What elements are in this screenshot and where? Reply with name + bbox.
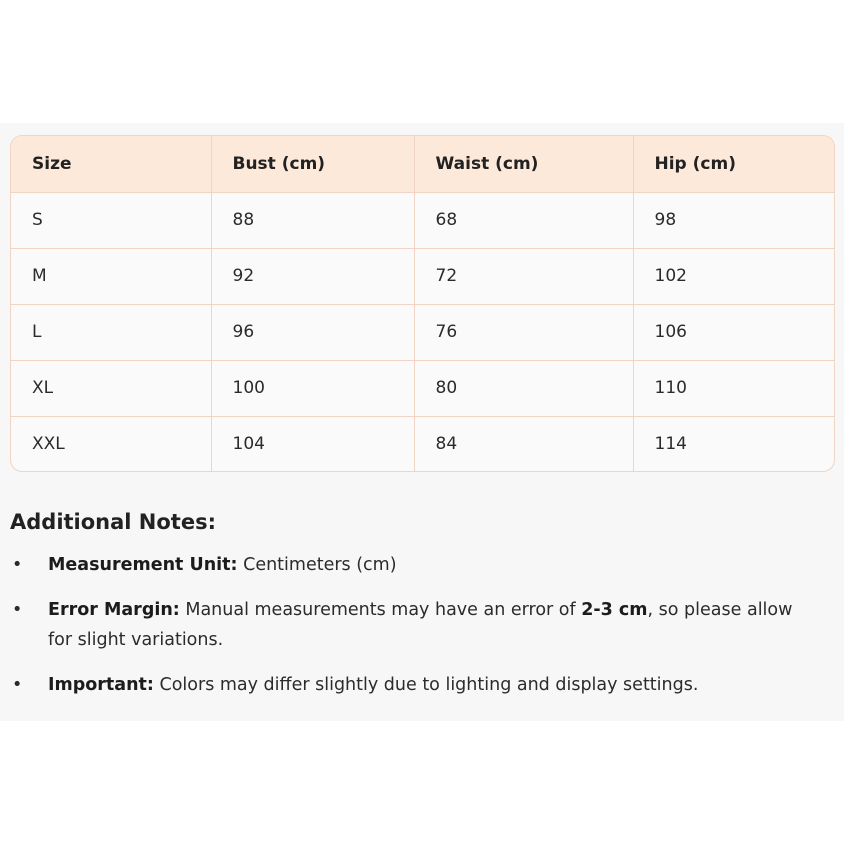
cell-size: L [11, 304, 211, 360]
column-header-waist: Waist (cm) [414, 136, 633, 192]
cell-bust: 96 [211, 304, 414, 360]
list-item [10, 550, 810, 580]
cell-waist: 68 [414, 192, 633, 248]
cell-hip: 98 [633, 192, 834, 248]
list-item [10, 595, 810, 655]
size-chart-table-container [10, 135, 835, 472]
cell-hip: 110 [633, 360, 834, 416]
list-item [10, 670, 810, 700]
cell-hip: 102 [633, 248, 834, 304]
cell-size: XXL [11, 416, 211, 472]
table-row [11, 416, 834, 472]
cell-bust: 100 [211, 360, 414, 416]
note-text: , so please allow for slight variations. [48, 600, 793, 650]
column-header-hip: Hip (cm) [633, 136, 834, 192]
cell-waist: 80 [414, 360, 633, 416]
cell-waist: 84 [414, 416, 633, 472]
cell-bust: 88 [211, 192, 414, 248]
size-guide-panel [0, 123, 844, 721]
cell-hip: 106 [633, 304, 834, 360]
table-row [11, 192, 834, 248]
cell-size: XL [11, 360, 211, 416]
note-text: Colors may differ slightly due to lighting and display settings. [153, 675, 699, 695]
table-row [11, 360, 834, 416]
cell-hip: 114 [654, 434, 687, 455]
cell-size: S [11, 192, 211, 248]
column-header-size: Size [11, 136, 211, 192]
note-label-measurement-unit: Measurement Unit: [48, 555, 238, 575]
table-row [11, 248, 834, 304]
cell-size: M [11, 248, 211, 304]
table-header-row [11, 136, 834, 192]
note-text: Centimeters (cm) [237, 555, 397, 575]
notes-list [10, 550, 810, 700]
cell-bust: 92 [211, 248, 414, 304]
cell-waist: 72 [414, 248, 633, 304]
size-chart-table [11, 136, 834, 472]
note-emphasis: 2-3 cm [581, 600, 648, 620]
notes-title: Additional Notes: [10, 510, 216, 534]
table-row [11, 304, 834, 360]
bullet-icon: • [12, 600, 23, 620]
note-label-error-margin: Error Margin: [48, 600, 180, 620]
cell-bust: 104 [211, 416, 414, 472]
bullet-icon: • [12, 555, 23, 575]
note-label-important: Important: [48, 675, 154, 695]
column-header-bust: Bust (cm) [211, 136, 414, 192]
additional-notes [10, 508, 810, 715]
bullet-icon: • [12, 675, 23, 695]
note-text: Manual measurements may have an error of [179, 600, 582, 620]
cell-waist: 76 [414, 304, 633, 360]
